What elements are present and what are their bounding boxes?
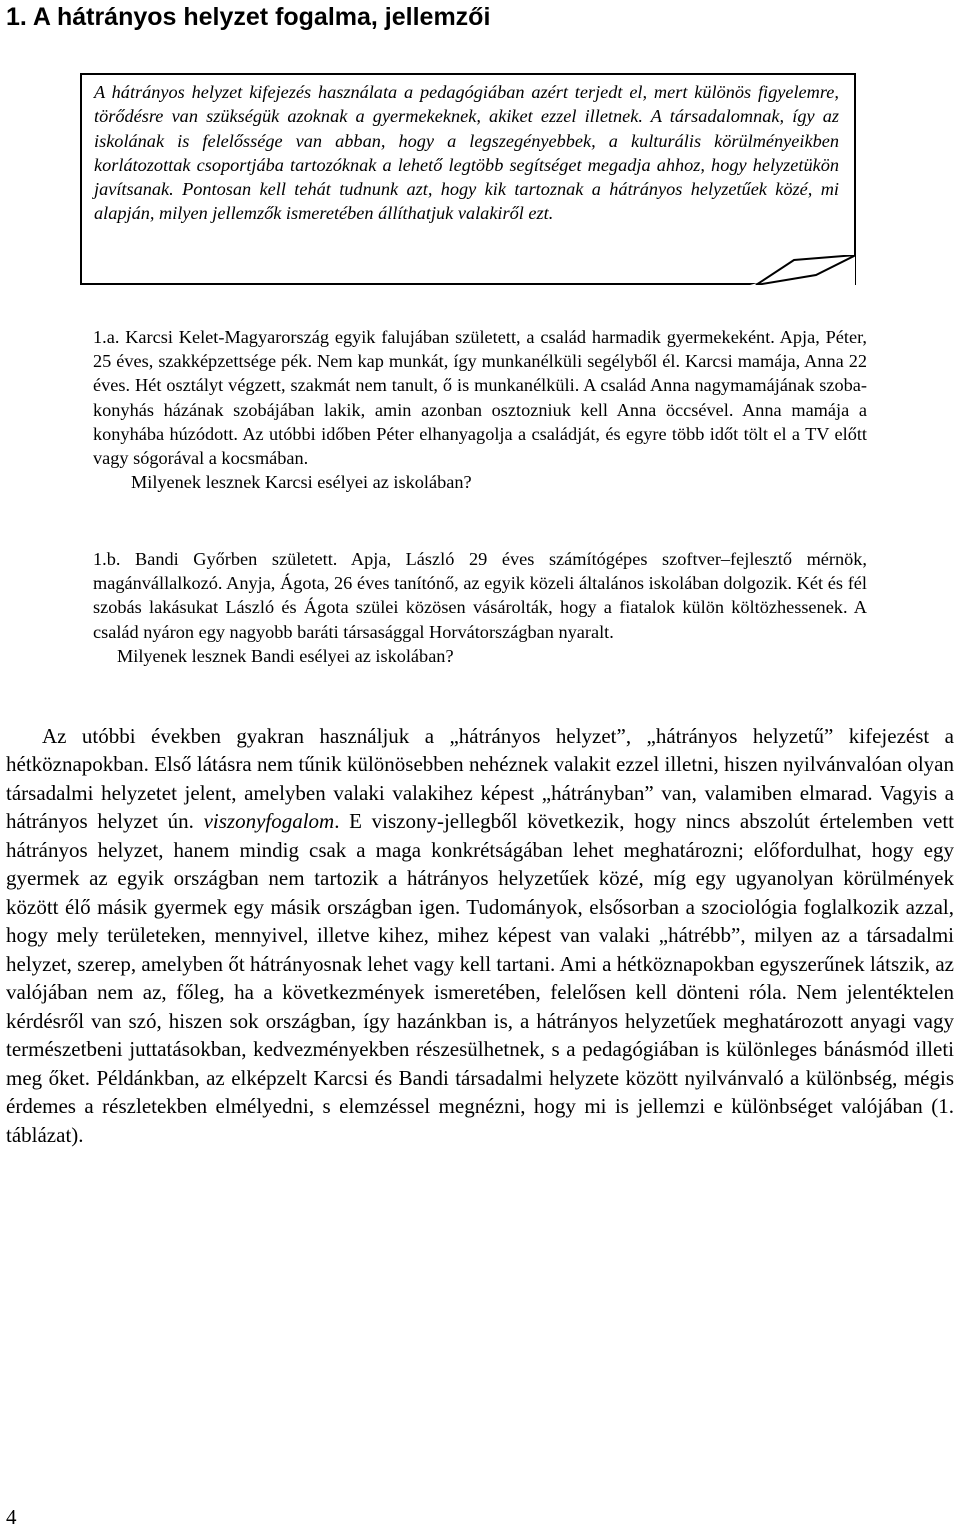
page-number: 4 — [6, 1505, 17, 1529]
case-karcsi — [93, 325, 867, 494]
case-bandi — [93, 547, 867, 668]
body-text-part2: . E viszony-jellegből következik, hogy nincs abszolút értelemben vett hátrányos helyzet, hanem mindig csak a maga konkrétságában lehet meghatározni; előfordulhat, hogy egy gyermek az egyik országban nem tartozik a hátrányos helyzetűek közé, míg egy ugyanolyan körülmények között élő másik gyermek egy másik országban igen. Tudományok, elsősorban a szociológia foglalkozik azzal, hogy mely területeken, mennyivel, illetve kihez, mihez képest van valaki „hátrébb”, milyen az a társadalmi helyzet, szerep, amelyben őt hátrányosnak lehet vagy kell tartani. Ami a hétköznapokban egyszerűnek látszik, az valójában nem az, főleg, ha a következmények ismeretében, felelősen kell dönteni róla. Nem jelentéktelen kérdésről van szó, hiszen sok országban, így hazánkban is, a hátrányos helyzetűek meghatározott anyagi vagy természetbeni juttatásokban, kedvezményekben részesülhetnek, s a pedagógiában is különleges bánásmód illeti meg őket. Példánkban, az elképzelt Karcsi és Bandi társadalmi helyzete között nyilvánvaló a különbség, mégis érdemes a részletekben elmélyedni, s elemzéssel megnézni, hogy mi is jellemzi e különbséget valójában (1. táblázat). — [6, 809, 954, 1147]
body-text-part1: Az utóbbi években gyakran használjuk a „hátrányos helyzet”, „hátrányos helyzetű” kifejezést a hétköznapokban. Első látásra nem tűnik különösebben nehéznek valakit ezzel illetni, hiszen nyilvánvalóan olyan társadalmi helyzetet jelent, amelyben valaki valakihez képest „hátrányban” van, valamiben elmarad. Vagyis a hátrányos helyzet ún. — [6, 724, 954, 834]
intro-note-text: A hátrányos helyzet kifejezés használata a pedagógiában azért terjedt el, mert különös figyelemre, törődésre van szükségük azoknak a gyermekeknek, akiket ezzel illetnek. A társadalomnak, így az iskolának is felelőssége van abban, hogy a legszegényebbek, a kulturális körülményeikben korlátozottak csoportjába tartozóknak a lehető legtöbb segítséget megadja ahhoz, hogy helyzetükön javítsanak. Pontosan kell tehát tudnunk azt, hogy kik tartoznak a hátrányos helyzetűek közé, mi alapján, milyen jellemzők ismeretében állíthatjuk valakiről ezt. — [94, 82, 839, 224]
case-bandi-question: Milyenek lesznek Bandi esélyei az iskolában? — [117, 645, 454, 666]
body-emphasis: viszonyfogalom — [203, 809, 335, 834]
case-karcsi-text: 1.a. Karcsi Kelet-Magyarország egyik falujában született, a család harmadik gyermekeként. Apja, Péter, 25 éves, szakképzettsége pék. Nem kap munkát, így munkanélküli segélyből él. Karcsi mamája, Anna 22 éves. Hét osztályt végzett, szakmát nem tanult, ő is munkanélküli. A család Anna nagymamájának szoba-konyhás házának szobájában lakik, amin azonban osztozniuk kell Anna öccsével. Anna mamája a konyhába húzódott. Az utóbbi időben Péter elhanyagolja a családját, és egyre több időt tölt el a TV előtt vagy sógorával a kocsmában. — [93, 327, 867, 469]
page-curl-decoration — [750, 255, 856, 285]
body-paragraph — [6, 722, 954, 1149]
case-bandi-text: 1.b. Bandi Győrben született. Apja, László 29 éves számítógépes szoftver–fejlesztő mérnök, magánvállalkozó. Anyja, Ágota, 26 éves tanítónő, az egyik közeli általános iskolában dolgozik. Két és fél szobás lakásukat László és Ágota szülei közösen vásárolták, hogy a fiatalok külön költözhessenek. A család nyáron egy nagyobb baráti társasággal Horvátországban nyaralt. — [93, 549, 867, 642]
section-heading: 1. A hátrányos helyzet fogalma, jellemzői — [6, 3, 491, 31]
case-karcsi-question: Milyenek lesznek Karcsi esélyei az iskolában? — [131, 472, 472, 493]
